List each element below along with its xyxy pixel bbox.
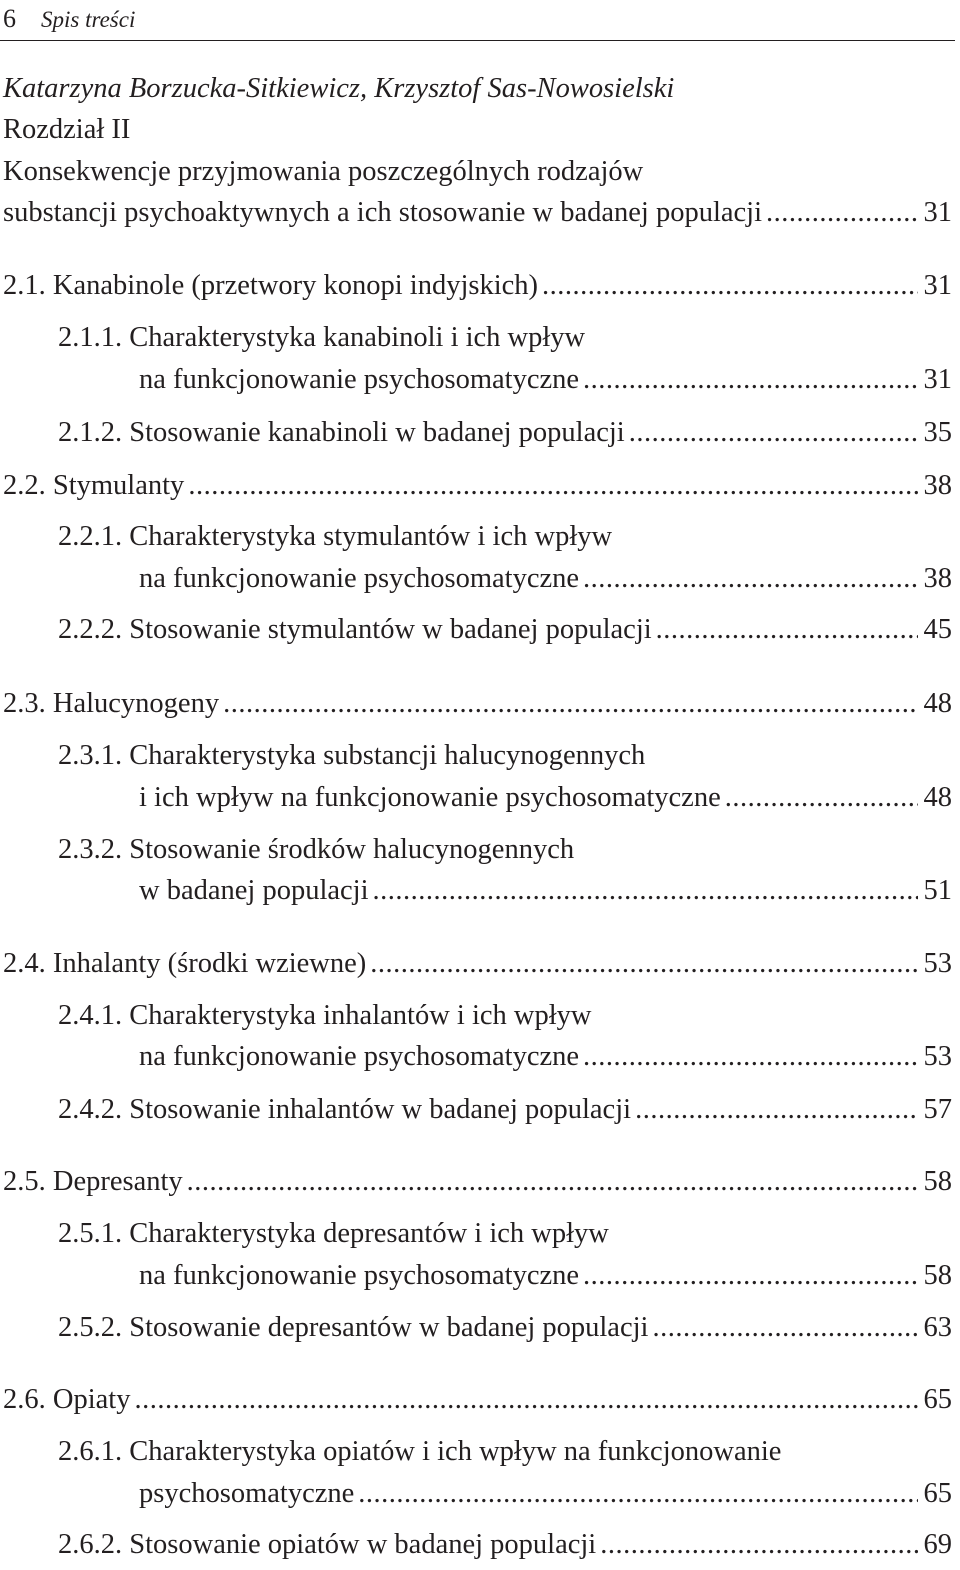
dot-leader [766,193,917,233]
toc-entry-continuation: psychosomatyczne ..... 65 [139,1474,952,1514]
toc-page-number: 63 [923,1312,952,1343]
toc-page-number: 48 [923,782,952,813]
toc-page-number: 58 [923,1260,952,1291]
running-title: Spis treści [41,7,136,32]
dot-leader [725,778,918,818]
toc-entry: 2.6.1. Charakterystyka opiatów i ich wpływ na funkcjonowanie [58,1436,782,1467]
toc-page-number: 31 [923,270,952,301]
toc-entry-continuation: na funkcjonowanie psychosomatyczne ..... 53 [139,1037,952,1077]
toc-entry: 2.2. Stymulanty ..... 38 [3,466,952,506]
dot-leader [583,360,917,400]
toc-entry: 2.3.2. Stosowanie środków halucynogennych [58,834,575,865]
toc-entry: 2.5.1. Charakterystyka depresantów i ich wpływ [58,1218,609,1249]
toc-page-number: 35 [923,417,952,448]
chapter-authors: Katarzyna Borzucka-Sitkiewicz, Krzysztof Sas-Nowosielski [3,73,675,104]
toc-entry: 2.1.1. Charakterystyka kanabinoli i ich wpływ [58,322,586,353]
page-number: 6 [3,4,16,33]
header-rule [0,40,955,41]
dot-leader [600,1525,917,1565]
toc-entry-continuation: w badanej populacji ..... 51 [139,871,952,911]
chapter-title-line2: substancji psychoaktywnych a ich stosowanie w badanej populacji ..... 31 [3,193,952,233]
toc-entry: 2.4.1. Charakterystyka inhalantów i ich wpływ [58,1000,592,1031]
toc-entry-continuation: na funkcjonowanie psychosomatyczne ..... 58 [139,1256,952,1296]
toc-page-number: 38 [923,563,952,594]
dot-leader [652,1308,917,1348]
toc-page-number: 57 [923,1094,952,1125]
toc-entry: 2.2.1. Charakterystyka stymulantów i ich wpływ [58,521,613,552]
toc-page-number: 31 [923,364,952,395]
toc-entry: 2.2.2. Stosowanie stymulantów w badanej populacji ..... 45 [58,610,952,650]
chapter-label: Rozdział II [3,114,131,145]
toc-page-number: 65 [923,1384,952,1415]
toc-page-number: 53 [923,1041,952,1072]
toc-entry: 2.3. Halucynogeny ..... 48 [3,684,952,724]
dot-leader [134,1380,917,1420]
toc-entry-continuation: na funkcjonowanie psychosomatyczne ..... 38 [139,559,952,599]
toc-entry: 2.1. Kanabinole (przetwory konopi indyjskich) ..... 31 [3,266,952,306]
toc-entry-continuation: i ich wpływ na funkcjonowanie psychosomatyczne ..... 48 [139,778,952,818]
dot-leader [656,610,918,650]
dot-leader [223,684,917,724]
dot-leader [542,266,917,306]
dot-leader [373,871,918,911]
dot-leader [370,944,917,984]
dot-leader [629,413,918,453]
dot-leader [187,1162,918,1202]
toc-page-number: 69 [923,1529,952,1560]
toc-entry: 2.5.2. Stosowanie depresantów w badanej populacji ..... 63 [58,1308,952,1348]
chapter-title-line1: Konsekwencje przyjmowania poszczególnych rodzajów [3,156,644,187]
toc-entry: 2.1.2. Stosowanie kanabinoli w badanej populacji ..... 35 [58,413,952,453]
toc-entry: 2.3.1. Charakterystyka substancji halucynogennych [58,740,646,771]
toc-entry: 2.6. Opiaty ..... 65 [3,1380,952,1420]
dot-leader [358,1474,917,1514]
dot-leader [188,466,917,506]
toc-entry: 2.5. Depresanty ..... 58 [3,1162,952,1202]
running-header [3,4,135,38]
toc-page-number: 58 [923,1166,952,1197]
toc-page-number: 45 [923,614,952,645]
dot-leader [583,1037,917,1077]
toc-page-number: 31 [923,197,952,228]
toc-entry: 2.6.2. Stosowanie opiatów w badanej populacji ..... 69 [58,1525,952,1565]
toc-entry-continuation: na funkcjonowanie psychosomatyczne ..... 31 [139,360,952,400]
toc-page-number: 53 [923,948,952,979]
toc-entry: 2.4.2. Stosowanie inhalantów w badanej populacji ..... 57 [58,1090,952,1130]
dot-leader [583,1256,917,1296]
toc-page-number: 51 [923,875,952,906]
toc-page-number: 65 [923,1478,952,1509]
toc-page-number: 48 [923,688,952,719]
dot-leader [583,559,917,599]
dot-leader [635,1090,917,1130]
toc-page-number: 38 [923,470,952,501]
toc-entry: 2.4. Inhalanty (środki wziewne) ..... 53 [3,944,952,984]
